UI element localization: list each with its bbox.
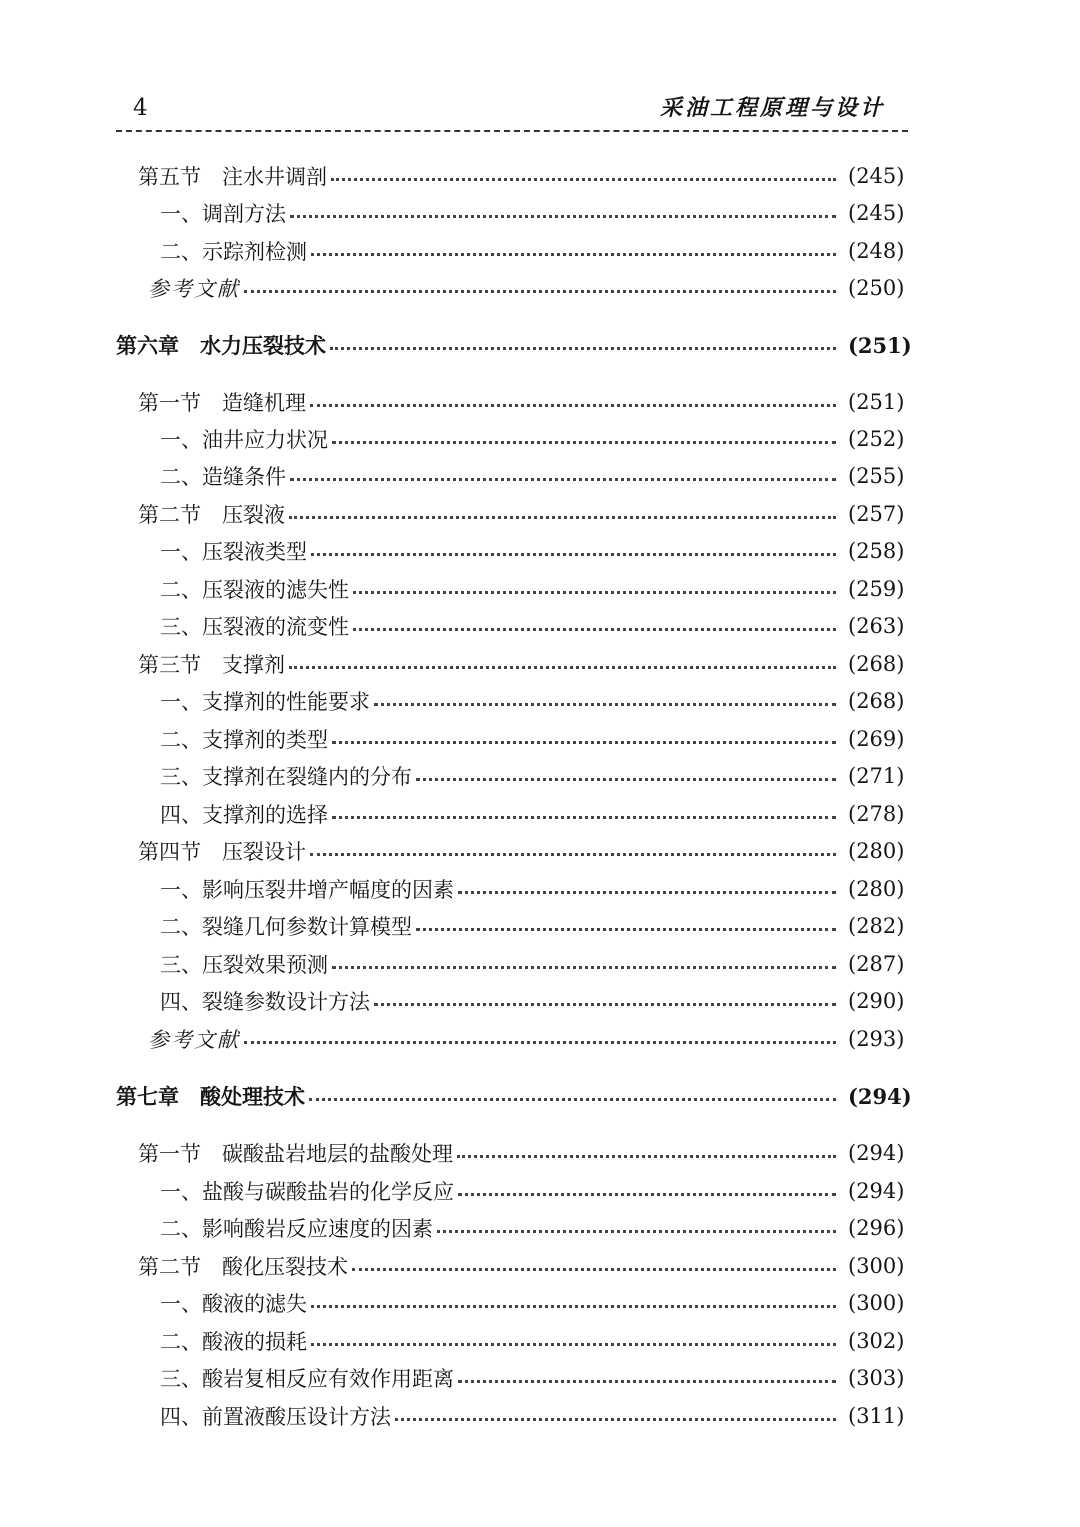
toc-label: 四、前置液酸压设计方法 bbox=[160, 1405, 391, 1429]
toc-page-number: (303) bbox=[848, 1366, 905, 1390]
toc-section bbox=[0, 161, 1080, 191]
dot-leader bbox=[374, 703, 836, 706]
toc-references bbox=[0, 1024, 1080, 1054]
toc-page-number: (255) bbox=[848, 464, 905, 488]
dot-leader bbox=[458, 1193, 836, 1196]
dot-leader bbox=[309, 1098, 836, 1101]
toc-label: 一、调剖方法 bbox=[160, 202, 286, 226]
toc-item bbox=[0, 1288, 1080, 1318]
toc-label: 四、裂缝参数设计方法 bbox=[160, 990, 370, 1014]
toc-label: 一、酸液的滤失 bbox=[160, 1292, 307, 1316]
dot-leader bbox=[331, 178, 836, 181]
toc-label: 一、支撑剂的性能要求 bbox=[160, 690, 370, 714]
toc-section bbox=[0, 499, 1080, 529]
toc-item bbox=[0, 461, 1080, 491]
toc-item bbox=[0, 611, 1080, 641]
dot-leader bbox=[244, 290, 836, 293]
dot-leader bbox=[310, 404, 836, 407]
running-title: 采油工程原理与设计 bbox=[659, 95, 885, 121]
dot-leader bbox=[289, 516, 836, 519]
dot-leader bbox=[374, 1003, 836, 1006]
toc-label: 二、压裂液的滤失性 bbox=[160, 578, 349, 602]
toc-page-number: (257) bbox=[848, 502, 905, 526]
toc-label: 第四节 压裂设计 bbox=[138, 840, 306, 864]
dot-leader bbox=[311, 253, 836, 256]
dot-leader bbox=[416, 778, 836, 781]
dot-leader bbox=[458, 1380, 836, 1383]
toc-page-number: (245) bbox=[848, 201, 905, 225]
toc-page-number: (290) bbox=[848, 989, 905, 1013]
toc-label: 三、酸岩复相反应有效作用距离 bbox=[160, 1367, 454, 1391]
toc-label: 二、造缝条件 bbox=[160, 465, 286, 489]
dot-leader bbox=[311, 1305, 836, 1308]
toc-page-number: (282) bbox=[848, 914, 905, 938]
toc-label: 第一节 碳酸盐岩地层的盐酸处理 bbox=[138, 1142, 453, 1166]
toc-page-number: (248) bbox=[848, 239, 905, 263]
toc-label: 三、支撑剂在裂缝内的分布 bbox=[160, 765, 412, 789]
toc-item bbox=[0, 874, 1080, 904]
toc-page-number: (294) bbox=[848, 1179, 905, 1203]
toc-label: 一、盐酸与碳酸盐岩的化学反应 bbox=[160, 1180, 454, 1204]
dot-leader bbox=[457, 1155, 836, 1158]
toc-label: 一、压裂液类型 bbox=[160, 540, 307, 564]
dot-leader bbox=[395, 1418, 836, 1421]
toc-page-number: (300) bbox=[848, 1254, 905, 1278]
toc-label: 二、影响酸岩反应速度的因素 bbox=[160, 1217, 433, 1241]
toc-label: 第六章 水力压裂技术 bbox=[116, 333, 326, 358]
toc-page-number: (302) bbox=[848, 1329, 905, 1353]
toc-page-number: (251) bbox=[848, 332, 912, 358]
toc-label: 一、油井应力状况 bbox=[160, 428, 328, 452]
toc-label: 三、压裂液的流变性 bbox=[160, 615, 349, 639]
toc-section bbox=[0, 1251, 1080, 1281]
toc-item bbox=[0, 236, 1080, 266]
dot-leader bbox=[353, 591, 836, 594]
toc-item bbox=[0, 911, 1080, 941]
toc-section bbox=[0, 1138, 1080, 1168]
toc-page-number: (251) bbox=[848, 390, 905, 414]
dot-leader bbox=[311, 1343, 836, 1346]
dot-leader bbox=[290, 215, 836, 218]
dot-leader bbox=[352, 1268, 836, 1271]
toc-page-number: (300) bbox=[848, 1291, 905, 1315]
dot-leader bbox=[458, 891, 836, 894]
toc-chapter bbox=[0, 330, 1080, 360]
dot-leader bbox=[437, 1230, 836, 1233]
toc-label: 第二节 压裂液 bbox=[138, 503, 285, 527]
toc-page-number: (252) bbox=[848, 427, 905, 451]
toc-page-number: (293) bbox=[848, 1027, 905, 1051]
toc-label: 二、支撑剂的类型 bbox=[160, 728, 328, 752]
toc-item bbox=[0, 761, 1080, 791]
toc-item bbox=[0, 799, 1080, 829]
toc-item bbox=[0, 574, 1080, 604]
dot-leader bbox=[311, 553, 836, 556]
toc-section bbox=[0, 836, 1080, 866]
toc-page-number: (250) bbox=[848, 276, 905, 300]
toc-page-number: (271) bbox=[848, 764, 905, 788]
toc-page-number: (259) bbox=[848, 577, 905, 601]
toc-page-number: (296) bbox=[848, 1216, 905, 1240]
dot-leader bbox=[332, 966, 836, 969]
toc-page-number: (278) bbox=[848, 802, 905, 826]
toc-item bbox=[0, 686, 1080, 716]
toc-page-number: (268) bbox=[848, 652, 905, 676]
dot-leader bbox=[332, 741, 836, 744]
toc-page-number: (258) bbox=[848, 539, 905, 563]
toc-item bbox=[0, 949, 1080, 979]
toc-label: 二、裂缝几何参数计算模型 bbox=[160, 915, 412, 939]
toc-item bbox=[0, 198, 1080, 228]
toc-item bbox=[0, 1326, 1080, 1356]
toc-page-number: (311) bbox=[848, 1404, 905, 1428]
toc-references bbox=[0, 273, 1080, 303]
toc-chapter bbox=[0, 1081, 1080, 1111]
toc-item bbox=[0, 1213, 1080, 1243]
page-number: 4 bbox=[133, 95, 148, 121]
toc-page-number: (287) bbox=[848, 952, 905, 976]
toc-label: 二、酸液的损耗 bbox=[160, 1330, 307, 1354]
toc-page-number: (294) bbox=[848, 1083, 912, 1109]
toc-item bbox=[0, 424, 1080, 454]
toc-page-number: (269) bbox=[848, 727, 905, 751]
toc-item bbox=[0, 1363, 1080, 1393]
dot-leader bbox=[310, 853, 836, 856]
toc-section bbox=[0, 649, 1080, 679]
toc-item bbox=[0, 986, 1080, 1016]
toc-page-number: (268) bbox=[848, 689, 905, 713]
toc-label: 参考文献 bbox=[148, 277, 240, 301]
dot-leader bbox=[416, 928, 836, 931]
toc-label: 第二节 酸化压裂技术 bbox=[138, 1255, 348, 1279]
toc-label: 四、支撑剂的选择 bbox=[160, 803, 328, 827]
toc-label: 参考文献 bbox=[148, 1028, 240, 1052]
dot-leader bbox=[330, 347, 836, 350]
toc-page-number: (245) bbox=[848, 164, 905, 188]
dot-leader bbox=[332, 441, 836, 444]
toc-item bbox=[0, 536, 1080, 566]
toc-page-number: (294) bbox=[848, 1141, 905, 1165]
dot-leader bbox=[244, 1041, 836, 1044]
dot-leader bbox=[332, 816, 836, 819]
toc-label: 三、压裂效果预测 bbox=[160, 953, 328, 977]
toc-section bbox=[0, 387, 1080, 417]
dot-leader bbox=[290, 478, 836, 481]
toc-item bbox=[0, 724, 1080, 754]
toc-item bbox=[0, 1401, 1080, 1431]
dot-leader bbox=[353, 628, 836, 631]
toc-label: 一、影响压裂井增产幅度的因素 bbox=[160, 878, 454, 902]
toc-page-number: (280) bbox=[848, 839, 905, 863]
toc-label: 第三节 支撑剂 bbox=[138, 653, 285, 677]
toc-item bbox=[0, 1176, 1080, 1206]
toc-label: 第七章 酸处理技术 bbox=[116, 1084, 305, 1109]
toc-label: 第一节 造缝机理 bbox=[138, 391, 306, 415]
toc-page-number: (263) bbox=[848, 614, 905, 638]
toc-label: 二、示踪剂检测 bbox=[160, 240, 307, 264]
dot-leader bbox=[289, 666, 836, 669]
toc-label: 第五节 注水井调剖 bbox=[138, 165, 327, 189]
toc-page-number: (280) bbox=[848, 877, 905, 901]
